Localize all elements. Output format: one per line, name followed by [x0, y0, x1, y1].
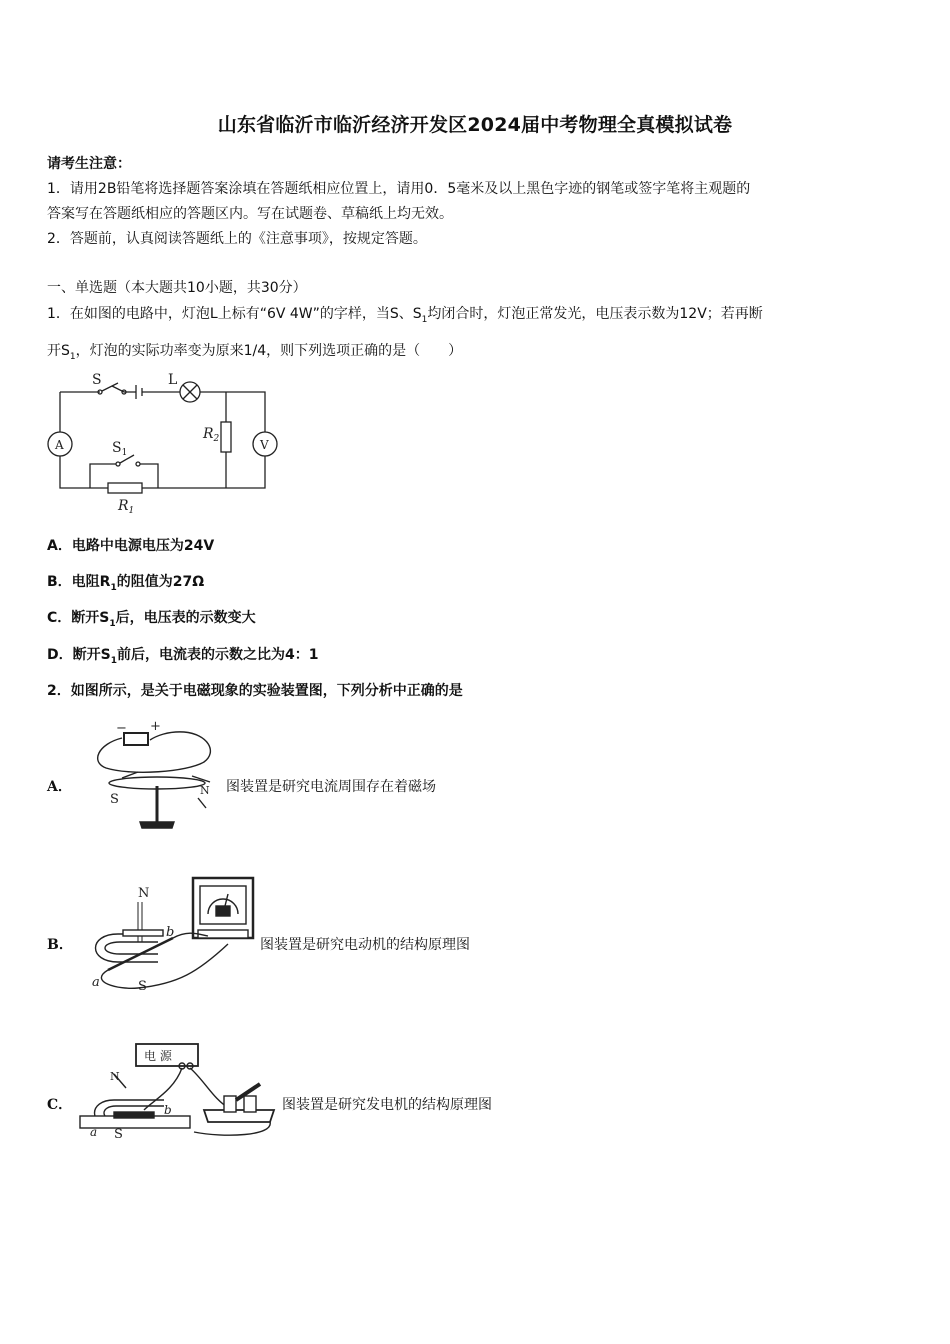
- notice-item-1-line-1: 1．请用2B铅笔将选择题答案涂填在答题纸相应位置上，请用0．5毫米及以上黑色字迹的钢笔或签字笔将主观题的: [47, 181, 751, 197]
- page-title: 山东省临沂市临沂经济开发区2024届中考物理全真模拟试卷: [217, 114, 733, 136]
- voltmeter-label: V: [260, 438, 269, 452]
- section-heading: 一、单选题（本大题共10小题，共30分）: [47, 280, 307, 296]
- fig-c-a-label: a: [90, 1125, 98, 1139]
- q2-option-a-text: 图装置是研究电流周围存在着磁场: [226, 779, 436, 795]
- fig-b-n-pole: N: [138, 886, 150, 901]
- fig-b-a-label: a: [92, 975, 100, 990]
- q1-option-b: B．电阻$R_1$的阻值为27Ω: [47, 574, 205, 593]
- q1-stem-line-2: 开$S_1$，灯泡的实际功率变为原来1/4，则下列选项正确的是（ ）: [47, 343, 463, 362]
- circuit-label-s: S: [92, 372, 102, 388]
- q2-figure-b: [78, 872, 258, 997]
- circuit-label-r2: $R_2$: [203, 426, 220, 444]
- ammeter-label: A: [55, 438, 64, 452]
- q1-option-d: D．断开$S_1$前后，电流表的示数之比为4：1: [47, 647, 319, 666]
- notice-heading: 请考生注意：: [47, 156, 131, 172]
- fig-a-s-pole: S: [110, 792, 119, 807]
- q2-option-a-label: A．: [47, 779, 72, 795]
- fig-a-minus: −: [116, 721, 127, 736]
- fig-b-s-pole: S: [138, 979, 147, 994]
- notice-item-1-line-2: 答案写在答题纸相应的答题区内。写在试题卷、草稿纸上均无效。: [47, 206, 453, 222]
- fig-b-b-label: b: [166, 925, 175, 940]
- circuit-label-r1: $R_1$: [118, 498, 135, 516]
- q1-option-a: A．电路中电源电压为24V: [47, 538, 215, 554]
- q2-option-b-label: B．: [47, 937, 73, 953]
- fig-c-power-source: 电 源: [144, 1049, 172, 1063]
- q2-figure-a: [92, 718, 222, 833]
- q1-stem-line-1: 1．在如图的电路中，灯泡L上标有“6V 4W”的字样，当S、$S_1$均闭合时，灯泡正常发光，电压表示数为12V；若再断: [47, 306, 763, 325]
- q2-option-b-text: 图装置是研究电动机的结构原理图: [260, 937, 470, 953]
- circuit-label-l: L: [168, 372, 178, 388]
- q1-option-c: C．断开$S_1$后，电压表的示数变大: [47, 610, 256, 629]
- q2-figure-c: [74, 1040, 280, 1140]
- notice-item-2: 2．答题前，认真阅读答题纸上的《注意事项》，按规定答题。: [47, 231, 427, 247]
- fig-c-n-pole: N: [110, 1070, 120, 1083]
- circuit-label-s1: $S_1$: [112, 440, 128, 458]
- fig-a-n-pole: N: [200, 784, 210, 797]
- q2-stem: 2．如图所示，是关于电磁现象的实验装置图，下列分析中正确的是: [47, 683, 463, 699]
- fig-a-plus: +: [150, 719, 161, 734]
- q2-option-c-text: 图装置是研究发电机的结构原理图: [282, 1097, 492, 1113]
- q2-option-c-label: C．: [47, 1097, 73, 1113]
- fig-c-s-pole: S: [114, 1127, 123, 1142]
- q1-circuit-diagram: [40, 372, 280, 517]
- fig-c-b-label: b: [164, 1103, 172, 1117]
